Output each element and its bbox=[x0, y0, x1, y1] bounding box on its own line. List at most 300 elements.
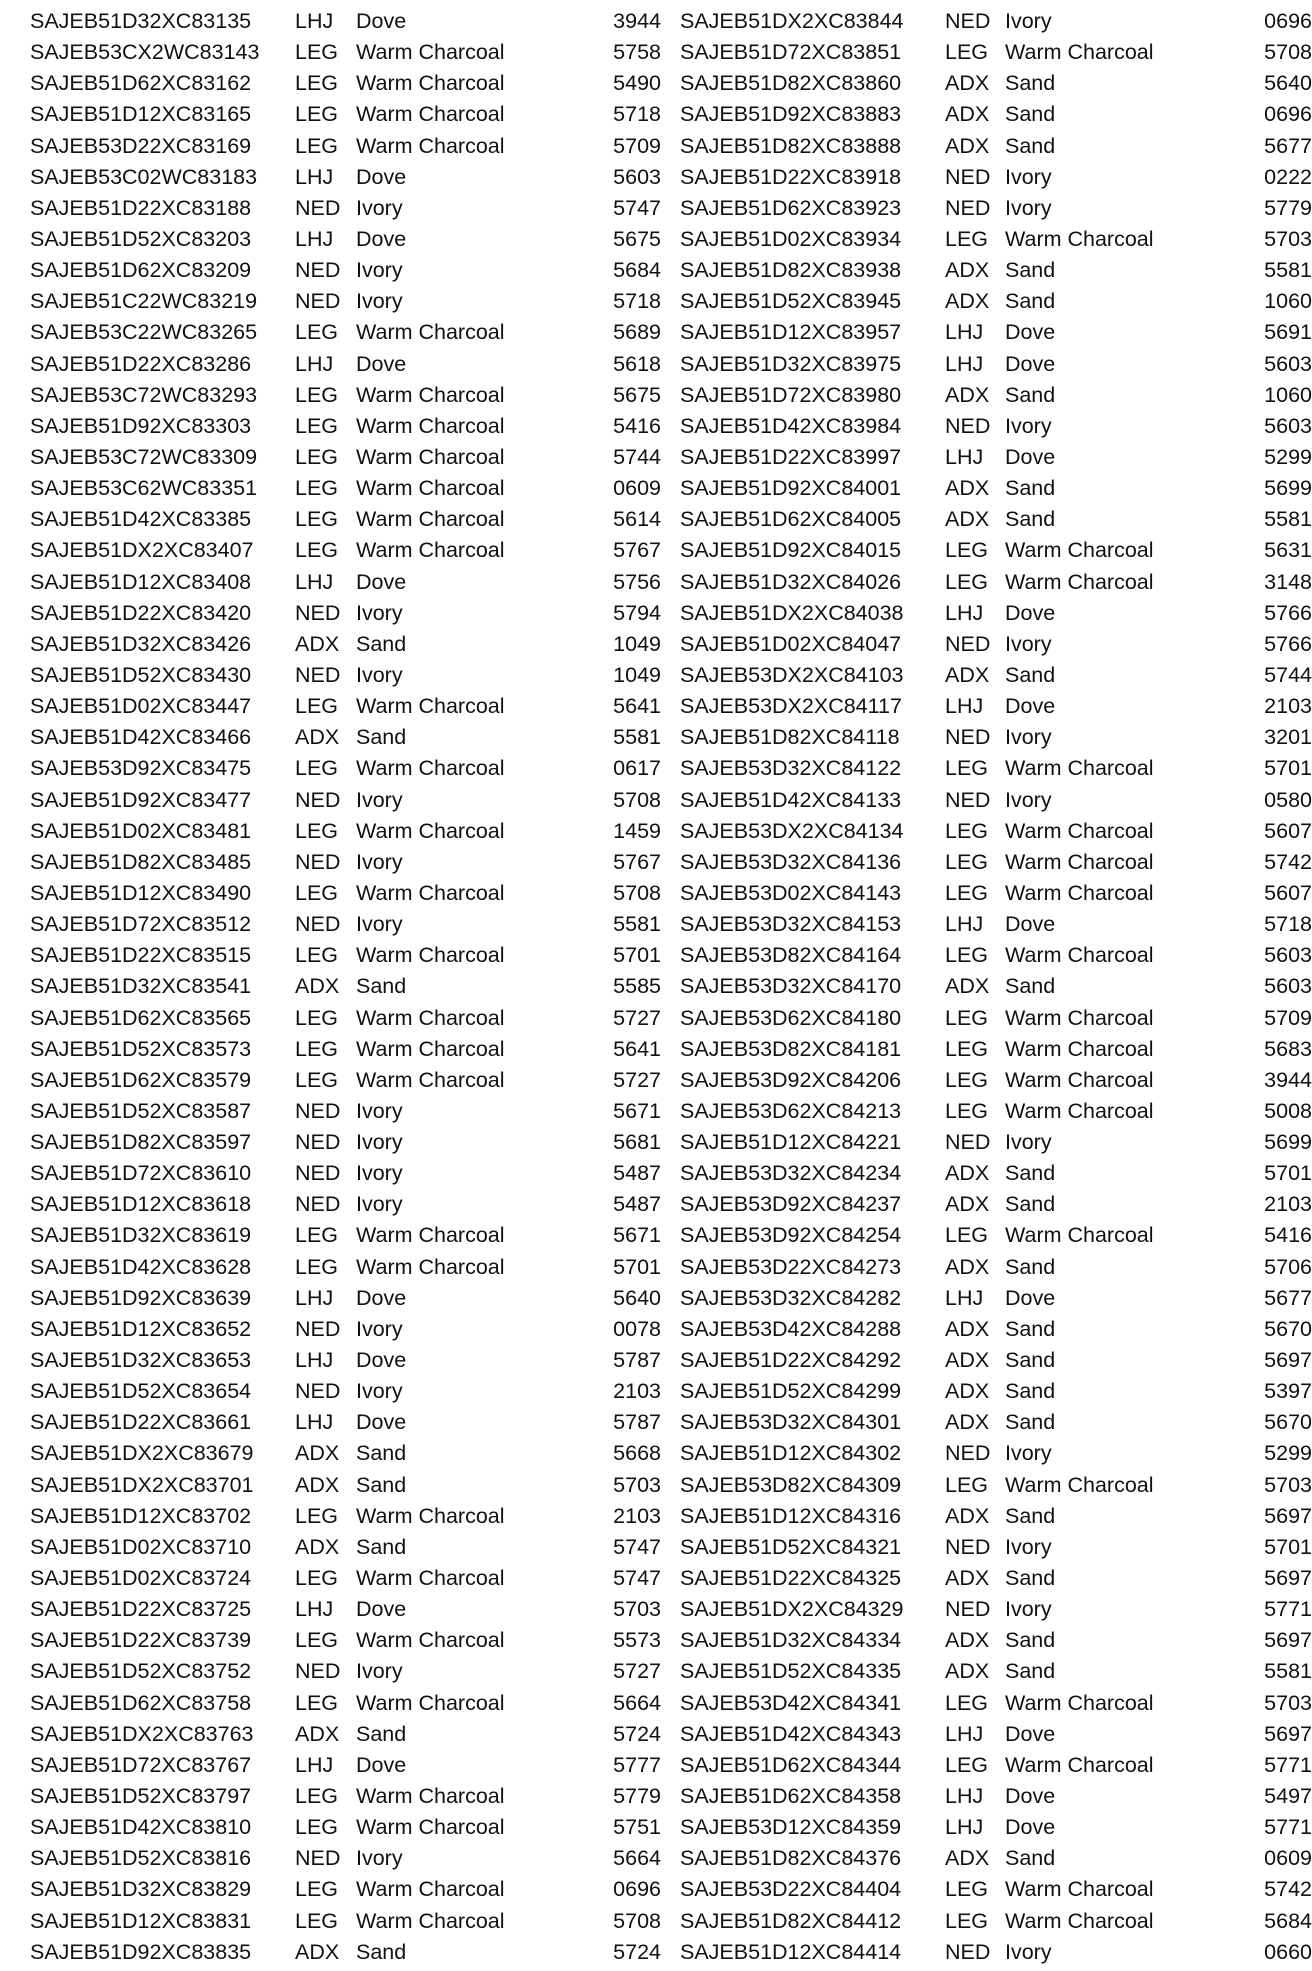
trim-code-cell: NED bbox=[945, 413, 991, 438]
table-row bbox=[680, 258, 1312, 289]
vin-cell: SAJEB53D22XC84273 bbox=[680, 1254, 902, 1279]
trim-code-cell: NED bbox=[945, 631, 991, 656]
trim-code-cell: ADX bbox=[945, 71, 990, 96]
table-row bbox=[30, 1099, 670, 1130]
number-cell: 5697 bbox=[1264, 1628, 1312, 1653]
number-cell: 5777 bbox=[613, 1752, 661, 1777]
vin-cell: SAJEB51D32XC84026 bbox=[680, 569, 902, 594]
trim-code-cell: LEG bbox=[945, 1223, 989, 1248]
vin-cell: SAJEB51D62XC83579 bbox=[30, 1067, 252, 1092]
vin-cell: SAJEB53DX2XC84134 bbox=[680, 818, 904, 843]
vin-cell: SAJEB51D92XC83639 bbox=[30, 1285, 252, 1310]
vin-cell: SAJEB53D92XC83475 bbox=[30, 756, 252, 781]
color-name-cell: Warm Charcoal bbox=[1005, 1690, 1154, 1715]
trim-code-cell: ADX bbox=[945, 382, 990, 407]
vin-cell: SAJEB51D22XC83739 bbox=[30, 1628, 252, 1653]
vin-cell: SAJEB53D32XC84122 bbox=[680, 756, 902, 781]
color-name-cell: Dove bbox=[1005, 600, 1056, 625]
vin-cell: SAJEB51D02XC83447 bbox=[30, 694, 252, 719]
color-name-cell: Warm Charcoal bbox=[1005, 818, 1154, 843]
trim-code-cell: LEG bbox=[295, 1566, 339, 1591]
trim-code-cell: LHJ bbox=[945, 351, 984, 376]
vin-cell: SAJEB51D12XC83652 bbox=[30, 1316, 252, 1341]
vin-cell: SAJEB51D52XC83573 bbox=[30, 1036, 252, 1061]
trim-code-cell: LEG bbox=[945, 1752, 989, 1777]
vin-cell: SAJEB53D82XC84181 bbox=[680, 1036, 902, 1061]
trim-code-cell: NED bbox=[295, 1659, 341, 1684]
number-cell: 1049 bbox=[613, 662, 661, 687]
number-cell: 2103 bbox=[1264, 694, 1312, 719]
table-row bbox=[680, 71, 1312, 102]
trim-code-cell: LHJ bbox=[295, 1410, 334, 1435]
color-name-cell: Sand bbox=[1005, 476, 1056, 501]
trim-code-cell: LEG bbox=[945, 1098, 989, 1123]
table-row bbox=[30, 1504, 670, 1535]
trim-code-cell: LEG bbox=[945, 880, 989, 905]
trim-code-cell: NED bbox=[295, 1192, 341, 1217]
table-row bbox=[680, 1753, 1312, 1784]
vin-cell: SAJEB51D72XC83767 bbox=[30, 1752, 252, 1777]
trim-code-cell: LEG bbox=[295, 943, 339, 968]
number-cell: 5664 bbox=[613, 1846, 661, 1871]
color-name-cell: Dove bbox=[1005, 1285, 1056, 1310]
trim-code-cell: LHJ bbox=[295, 1285, 334, 1310]
table-row bbox=[30, 538, 670, 569]
table-row bbox=[680, 756, 1312, 787]
table-row bbox=[30, 1473, 670, 1504]
vin-cell: SAJEB51DX2XC83701 bbox=[30, 1472, 254, 1497]
trim-code-cell: ADX bbox=[295, 1472, 340, 1497]
vin-cell: SAJEB53D42XC84341 bbox=[680, 1690, 902, 1715]
vin-cell: SAJEB51DX2XC83763 bbox=[30, 1721, 254, 1746]
trim-code-cell: ADX bbox=[295, 974, 340, 999]
color-name-cell: Ivory bbox=[356, 1659, 403, 1684]
number-cell: 0580 bbox=[1264, 787, 1312, 812]
table-row bbox=[680, 694, 1312, 725]
vin-cell: SAJEB51D02XC83934 bbox=[680, 226, 902, 251]
table-row bbox=[30, 850, 670, 881]
color-name-cell: Warm Charcoal bbox=[356, 1036, 505, 1061]
vin-cell: SAJEB51D62XC84005 bbox=[680, 507, 902, 532]
table-row bbox=[30, 1753, 670, 1784]
color-name-cell: Ivory bbox=[1005, 195, 1052, 220]
trim-code-cell: LEG bbox=[295, 71, 339, 96]
vin-cell: SAJEB51D62XC84344 bbox=[680, 1752, 902, 1777]
number-cell: 5689 bbox=[613, 320, 661, 345]
trim-code-cell: ADX bbox=[945, 1192, 990, 1217]
trim-code-cell: NED bbox=[295, 289, 341, 314]
table-row bbox=[30, 9, 670, 40]
number-cell: 5708 bbox=[1264, 40, 1312, 65]
number-cell: 5771 bbox=[1264, 1597, 1312, 1622]
number-cell: 5787 bbox=[613, 1348, 661, 1373]
color-name-cell: Warm Charcoal bbox=[1005, 849, 1154, 874]
vin-cell: SAJEB53D92XC84254 bbox=[680, 1223, 902, 1248]
color-name-cell: Dove bbox=[356, 1597, 407, 1622]
table-row bbox=[30, 71, 670, 102]
number-cell: 3148 bbox=[1264, 569, 1312, 594]
trim-code-cell: ADX bbox=[945, 974, 990, 999]
number-cell: 1049 bbox=[613, 631, 661, 656]
trim-code-cell: LEG bbox=[295, 880, 339, 905]
number-cell: 5697 bbox=[1264, 1348, 1312, 1373]
color-name-cell: Ivory bbox=[1005, 413, 1052, 438]
table-row bbox=[30, 1192, 670, 1223]
number-cell: 5640 bbox=[613, 1285, 661, 1310]
color-name-cell: Warm Charcoal bbox=[356, 1908, 505, 1933]
trim-code-cell: ADX bbox=[945, 1566, 990, 1591]
color-name-cell: Sand bbox=[356, 1721, 407, 1746]
number-cell: 5751 bbox=[613, 1815, 661, 1840]
number-cell: 5581 bbox=[613, 912, 661, 937]
vin-cell: SAJEB51D02XC83481 bbox=[30, 818, 252, 843]
vin-cell: SAJEB51D32XC83426 bbox=[30, 631, 252, 656]
number-cell: 5603 bbox=[1264, 974, 1312, 999]
color-name-cell: Ivory bbox=[1005, 1130, 1052, 1155]
table-row bbox=[30, 1441, 670, 1472]
vin-cell: SAJEB51D12XC83831 bbox=[30, 1908, 252, 1933]
number-cell: 5697 bbox=[1264, 1503, 1312, 1528]
number-cell: 5724 bbox=[613, 1721, 661, 1746]
trim-code-cell: NED bbox=[945, 1534, 991, 1559]
trim-code-cell: NED bbox=[945, 787, 991, 812]
number-cell: 0696 bbox=[1264, 102, 1312, 127]
table-row bbox=[30, 1037, 670, 1068]
color-name-cell: Warm Charcoal bbox=[356, 1503, 505, 1528]
vin-cell: SAJEB51D42XC83385 bbox=[30, 507, 252, 532]
number-cell: 5766 bbox=[1264, 600, 1312, 625]
trim-code-cell: LEG bbox=[295, 320, 339, 345]
color-name-cell: Warm Charcoal bbox=[1005, 1223, 1154, 1248]
trim-code-cell: LEG bbox=[295, 1690, 339, 1715]
vin-cell: SAJEB51D12XC84221 bbox=[680, 1130, 902, 1155]
table-row bbox=[680, 1006, 1312, 1037]
number-cell: 5581 bbox=[1264, 258, 1312, 283]
trim-code-cell: ADX bbox=[945, 1161, 990, 1186]
number-cell: 5744 bbox=[613, 444, 661, 469]
trim-code-cell: ADX bbox=[945, 1628, 990, 1653]
trim-code-cell: LEG bbox=[295, 694, 339, 719]
number-cell: 5603 bbox=[1264, 413, 1312, 438]
trim-code-cell: LEG bbox=[295, 818, 339, 843]
table-row bbox=[30, 1379, 670, 1410]
number-cell: 3944 bbox=[1264, 1067, 1312, 1092]
table-row bbox=[30, 663, 670, 694]
vin-cell: SAJEB51D12XC83490 bbox=[30, 880, 252, 905]
color-name-cell: Dove bbox=[356, 569, 407, 594]
number-cell: 5299 bbox=[1264, 444, 1312, 469]
trim-code-cell: LEG bbox=[295, 1223, 339, 1248]
table-row bbox=[680, 1223, 1312, 1254]
table-row bbox=[680, 1566, 1312, 1597]
number-cell: 5701 bbox=[1264, 1534, 1312, 1559]
color-name-cell: Warm Charcoal bbox=[1005, 1005, 1154, 1030]
vin-cell: SAJEB51D52XC83816 bbox=[30, 1846, 252, 1871]
color-name-cell: Warm Charcoal bbox=[1005, 538, 1154, 563]
vin-cell: SAJEB53C22WC83265 bbox=[30, 320, 258, 345]
color-name-cell: Dove bbox=[356, 1752, 407, 1777]
color-name-cell: Warm Charcoal bbox=[356, 1815, 505, 1840]
table-row bbox=[680, 134, 1312, 165]
trim-code-cell: ADX bbox=[295, 1721, 340, 1746]
trim-code-cell: ADX bbox=[945, 1410, 990, 1435]
number-cell: 5787 bbox=[613, 1410, 661, 1435]
number-cell: 5581 bbox=[1264, 1659, 1312, 1684]
trim-code-cell: ADX bbox=[295, 1534, 340, 1559]
color-name-cell: Warm Charcoal bbox=[356, 1005, 505, 1030]
trim-code-cell: NED bbox=[295, 1161, 341, 1186]
trim-code-cell: LHJ bbox=[945, 912, 984, 937]
vin-cell: SAJEB51D12XC83408 bbox=[30, 569, 252, 594]
table-row bbox=[680, 912, 1312, 943]
vin-cell: SAJEB51D12XC84414 bbox=[680, 1939, 902, 1964]
table-row bbox=[30, 507, 670, 538]
color-name-cell: Dove bbox=[356, 351, 407, 376]
number-cell: 0696 bbox=[1264, 9, 1312, 33]
trim-code-cell: LHJ bbox=[295, 1348, 334, 1373]
table-row bbox=[680, 663, 1312, 694]
vin-cell: SAJEB53D02XC84143 bbox=[680, 880, 902, 905]
number-cell: 5497 bbox=[1264, 1784, 1312, 1809]
table-row bbox=[680, 1130, 1312, 1161]
trim-code-cell: LEG bbox=[295, 1628, 339, 1653]
vin-cell: SAJEB51DX2XC84038 bbox=[680, 600, 904, 625]
table-row bbox=[30, 1877, 670, 1908]
color-name-cell: Warm Charcoal bbox=[356, 40, 505, 65]
color-name-cell: Sand bbox=[1005, 258, 1056, 283]
number-cell: 0617 bbox=[613, 756, 661, 781]
vin-cell: SAJEB51D32XC83619 bbox=[30, 1223, 252, 1248]
vin-cell: SAJEB51D52XC83752 bbox=[30, 1659, 252, 1684]
table-row bbox=[680, 352, 1312, 383]
trim-code-cell: LHJ bbox=[945, 1721, 984, 1746]
number-cell: 1459 bbox=[613, 818, 661, 843]
vin-cell: SAJEB51D82XC83860 bbox=[680, 71, 902, 96]
table-row bbox=[680, 538, 1312, 569]
color-name-cell: Sand bbox=[1005, 71, 1056, 96]
number-cell: 0609 bbox=[613, 476, 661, 501]
table-row bbox=[680, 507, 1312, 538]
color-name-cell: Sand bbox=[1005, 974, 1056, 999]
trim-code-cell: LEG bbox=[945, 40, 989, 65]
number-cell: 5684 bbox=[1264, 1908, 1312, 1933]
vin-cell: SAJEB51D22XC83420 bbox=[30, 600, 252, 625]
color-name-cell: Ivory bbox=[356, 289, 403, 314]
table-row bbox=[30, 756, 670, 787]
number-cell: 5487 bbox=[613, 1161, 661, 1186]
vin-cell: SAJEB51DX2XC83407 bbox=[30, 538, 254, 563]
number-cell: 2103 bbox=[613, 1503, 661, 1528]
vin-cell: SAJEB51D12XC84316 bbox=[680, 1503, 902, 1528]
trim-code-cell: LEG bbox=[945, 538, 989, 563]
number-cell: 5677 bbox=[1264, 1285, 1312, 1310]
number-cell: 5703 bbox=[613, 1597, 661, 1622]
vin-cell: SAJEB51D22XC84325 bbox=[680, 1566, 902, 1591]
table-row bbox=[30, 1286, 670, 1317]
number-cell: 5727 bbox=[613, 1067, 661, 1092]
number-cell: 5614 bbox=[613, 507, 661, 532]
number-cell: 5771 bbox=[1264, 1815, 1312, 1840]
table-row bbox=[30, 1161, 670, 1192]
table-row bbox=[680, 1659, 1312, 1690]
number-cell: 5701 bbox=[613, 943, 661, 968]
table-row bbox=[30, 1691, 670, 1722]
trim-code-cell: ADX bbox=[945, 1379, 990, 1404]
vin-cell: SAJEB51D12XC83618 bbox=[30, 1192, 252, 1217]
trim-code-cell: LEG bbox=[295, 413, 339, 438]
color-name-cell: Dove bbox=[356, 1410, 407, 1435]
number-cell: 5299 bbox=[1264, 1441, 1312, 1466]
number-cell: 5703 bbox=[1264, 1690, 1312, 1715]
color-name-cell: Warm Charcoal bbox=[356, 1566, 505, 1591]
table-row bbox=[680, 40, 1312, 71]
vin-cell: SAJEB53D32XC84282 bbox=[680, 1285, 902, 1310]
vin-cell: SAJEB51D42XC83628 bbox=[30, 1254, 252, 1279]
color-name-cell: Dove bbox=[1005, 320, 1056, 345]
color-name-cell: Warm Charcoal bbox=[1005, 1098, 1154, 1123]
number-cell: 5607 bbox=[1264, 880, 1312, 905]
trim-code-cell: LHJ bbox=[945, 694, 984, 719]
color-name-cell: Dove bbox=[1005, 912, 1056, 937]
table-row bbox=[680, 1037, 1312, 1068]
color-name-cell: Sand bbox=[1005, 1628, 1056, 1653]
trim-code-cell: LHJ bbox=[945, 600, 984, 625]
trim-code-cell: NED bbox=[295, 1316, 341, 1341]
color-name-cell: Ivory bbox=[356, 1161, 403, 1186]
vin-cell: SAJEB51D82XC83485 bbox=[30, 849, 252, 874]
table-row bbox=[30, 1068, 670, 1099]
table-row bbox=[680, 1255, 1312, 1286]
table-row bbox=[30, 1130, 670, 1161]
number-cell: 0078 bbox=[613, 1316, 661, 1341]
table-row bbox=[30, 1006, 670, 1037]
number-cell: 5718 bbox=[613, 102, 661, 127]
number-cell: 2103 bbox=[1264, 1192, 1312, 1217]
vin-cell: SAJEB51D72XC83980 bbox=[680, 382, 902, 407]
table-row bbox=[680, 1410, 1312, 1441]
color-name-cell: Ivory bbox=[1005, 787, 1052, 812]
vin-cell: SAJEB51D82XC84412 bbox=[680, 1908, 902, 1933]
vin-cell: SAJEB51D22XC83918 bbox=[680, 164, 902, 189]
vin-cell: SAJEB51D32XC83135 bbox=[30, 9, 252, 33]
vehicle-list-left-column bbox=[30, 9, 670, 1971]
number-cell: 5709 bbox=[613, 133, 661, 158]
table-row bbox=[680, 1628, 1312, 1659]
color-name-cell: Warm Charcoal bbox=[356, 818, 505, 843]
vin-cell: SAJEB51D62XC83209 bbox=[30, 258, 252, 283]
number-cell: 5416 bbox=[1264, 1223, 1312, 1248]
trim-code-cell: NED bbox=[295, 787, 341, 812]
trim-code-cell: ADX bbox=[945, 1254, 990, 1279]
trim-code-cell: LEG bbox=[295, 40, 339, 65]
table-row bbox=[30, 1659, 670, 1690]
vin-cell: SAJEB51D22XC83725 bbox=[30, 1597, 252, 1622]
number-cell: 5641 bbox=[613, 694, 661, 719]
trim-code-cell: LHJ bbox=[295, 1597, 334, 1622]
number-cell: 5684 bbox=[613, 258, 661, 283]
number-cell: 3201 bbox=[1264, 725, 1312, 750]
trim-code-cell: LEG bbox=[945, 818, 989, 843]
trim-code-cell: ADX bbox=[945, 1659, 990, 1684]
color-name-cell: Dove bbox=[1005, 1784, 1056, 1809]
vin-cell: SAJEB51D42XC84133 bbox=[680, 787, 902, 812]
trim-code-cell: LEG bbox=[945, 1908, 989, 1933]
table-row bbox=[30, 476, 670, 507]
table-row bbox=[30, 881, 670, 912]
vin-cell: SAJEB51C22WC83219 bbox=[30, 289, 258, 314]
number-cell: 0696 bbox=[613, 1877, 661, 1902]
trim-code-cell: LEG bbox=[945, 943, 989, 968]
vin-cell: SAJEB51D72XC83610 bbox=[30, 1161, 252, 1186]
table-row bbox=[680, 1192, 1312, 1223]
number-cell: 5747 bbox=[613, 1534, 661, 1559]
trim-code-cell: ADX bbox=[945, 1316, 990, 1341]
color-name-cell: Sand bbox=[1005, 102, 1056, 127]
color-name-cell: Sand bbox=[356, 725, 407, 750]
vin-cell: SAJEB53C62WC83351 bbox=[30, 476, 258, 501]
table-row bbox=[30, 1223, 670, 1254]
color-name-cell: Warm Charcoal bbox=[356, 444, 505, 469]
number-cell: 5607 bbox=[1264, 818, 1312, 843]
color-name-cell: Warm Charcoal bbox=[356, 1067, 505, 1092]
number-cell: 5697 bbox=[1264, 1721, 1312, 1746]
trim-code-cell: LHJ bbox=[295, 226, 334, 251]
table-row bbox=[680, 943, 1312, 974]
vin-cell: SAJEB51D32XC83541 bbox=[30, 974, 252, 999]
color-name-cell: Warm Charcoal bbox=[356, 413, 505, 438]
color-name-cell: Dove bbox=[1005, 1721, 1056, 1746]
table-row bbox=[680, 320, 1312, 351]
number-cell: 5703 bbox=[1264, 1472, 1312, 1497]
table-row bbox=[30, 694, 670, 725]
trim-code-cell: NED bbox=[945, 1130, 991, 1155]
vin-cell: SAJEB51D82XC83597 bbox=[30, 1130, 252, 1155]
number-cell: 5603 bbox=[1264, 943, 1312, 968]
number-cell: 5706 bbox=[1264, 1254, 1312, 1279]
number-cell: 5640 bbox=[1264, 71, 1312, 96]
vin-cell: SAJEB53CX2WC83143 bbox=[30, 40, 260, 65]
trim-code-cell: LEG bbox=[945, 1472, 989, 1497]
vin-cell: SAJEB51D02XC83724 bbox=[30, 1566, 252, 1591]
vin-cell: SAJEB51D32XC83653 bbox=[30, 1348, 252, 1373]
trim-code-cell: ADX bbox=[945, 102, 990, 127]
trim-code-cell: LEG bbox=[295, 756, 339, 781]
color-name-cell: Sand bbox=[1005, 133, 1056, 158]
color-name-cell: Dove bbox=[356, 1348, 407, 1373]
vin-cell: SAJEB51D22XC84292 bbox=[680, 1348, 902, 1373]
number-cell: 5631 bbox=[1264, 538, 1312, 563]
color-name-cell: Sand bbox=[356, 1441, 407, 1466]
number-cell: 5727 bbox=[613, 1659, 661, 1684]
vin-cell: SAJEB53D32XC84136 bbox=[680, 849, 902, 874]
table-row bbox=[30, 1815, 670, 1846]
trim-code-cell: ADX bbox=[295, 725, 340, 750]
vin-cell: SAJEB51D02XC83710 bbox=[30, 1534, 252, 1559]
table-row bbox=[30, 788, 670, 819]
number-cell: 5671 bbox=[613, 1098, 661, 1123]
table-row bbox=[30, 1909, 670, 1940]
trim-code-cell: NED bbox=[945, 195, 991, 220]
number-cell: 5767 bbox=[613, 538, 661, 563]
trim-code-cell: LEG bbox=[945, 849, 989, 874]
color-name-cell: Sand bbox=[1005, 1348, 1056, 1373]
color-name-cell: Sand bbox=[1005, 1192, 1056, 1217]
table-row bbox=[680, 1691, 1312, 1722]
color-name-cell: Warm Charcoal bbox=[1005, 1752, 1154, 1777]
vin-cell: SAJEB51D52XC83654 bbox=[30, 1379, 252, 1404]
color-name-cell: Ivory bbox=[356, 1130, 403, 1155]
trim-code-cell: ADX bbox=[945, 662, 990, 687]
